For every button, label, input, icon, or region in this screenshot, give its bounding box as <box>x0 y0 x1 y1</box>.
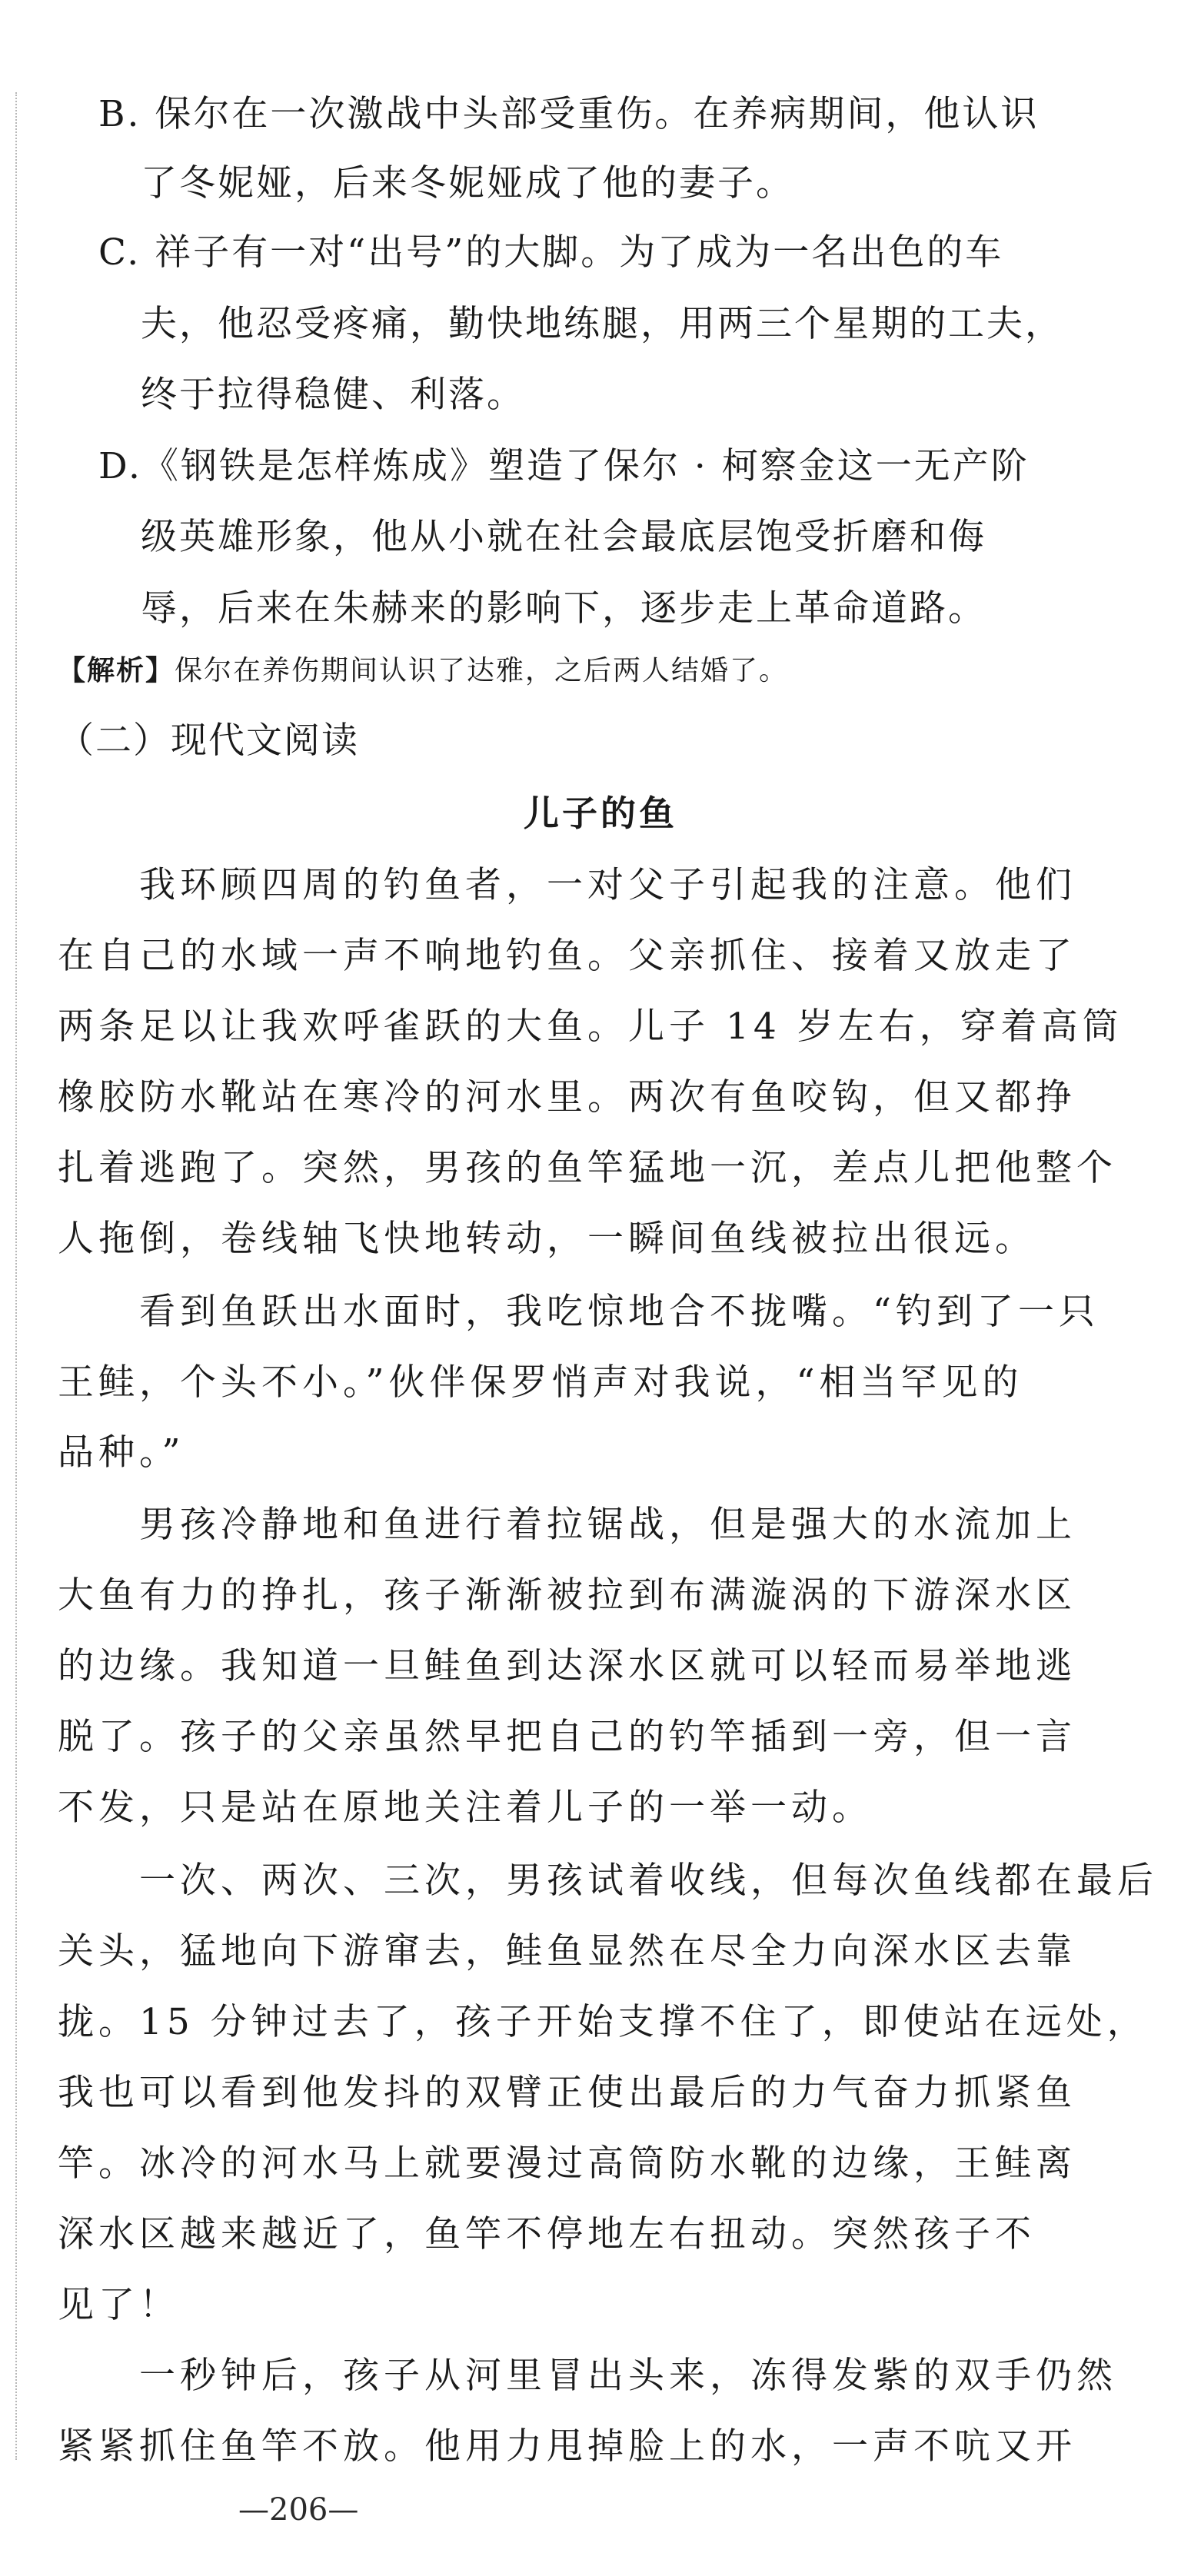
article-line: 不发，只是站在原地关注着儿子的一举一动。 <box>58 1787 873 1829</box>
article-title: 儿子的鱼 <box>524 793 677 834</box>
article-line: 竿。冰冷的河水马上就要漫过高筒防水靴的边缘，王鲑离 <box>58 2142 1076 2185</box>
article-line: 关头，猛地向下游窜去，鲑鱼显然在尽全力向深水区去靠 <box>58 1930 1076 1973</box>
option-d-line-1: D.《钢铁是怎样炼成》塑造了保尔 · 柯察金这一无产阶 <box>98 445 1030 487</box>
option-d-line-2: 级英雄形象，他从小就在社会最底层饱受折磨和侮 <box>141 516 986 558</box>
article-line: 看到鱼跃出水面时，我吃惊地合不拢嘴。“钓到了一只 <box>58 1291 1100 1333</box>
article-line: 深水区越来越近了，鱼竿不停地左右扭动。突然孩子不 <box>58 2213 1036 2255</box>
article-line: 脱了。孩子的父亲虽然早把自己的钓竿插到一旁，但一言 <box>58 1716 1076 1758</box>
article-line: 在自己的水域一声不响地钓鱼。父亲抓住、接着又放走了 <box>58 935 1076 977</box>
article-line: 紧紧抓住鱼竿不放。他用力甩掉脸上的水，一声不吭又开 <box>58 2425 1076 2468</box>
analysis-text: 保尔在养伤期间认识了达雅，之后两人结婚了。 <box>175 655 789 686</box>
option-c-line-2: 夫，他忍受疼痛，勤快地练腿，用两三个星期的工夫， <box>141 303 1063 345</box>
section-heading: （二）现代文阅读 <box>58 720 359 762</box>
article-line: 男孩冷静地和鱼进行着拉锯战，但是强大的水流加上 <box>58 1504 1076 1546</box>
analysis-tag: 【解析】 <box>58 655 175 686</box>
article-line: 橡胶防水靴站在寒冷的河水里。两次有鱼咬钩，但又都挣 <box>58 1076 1076 1118</box>
article-line: 我环顾四周的钓鱼者，一对父子引起我的注意。他们 <box>58 864 1076 906</box>
article-line: 一次、两次、三次，男孩试着收线，但每次鱼线都在最后 <box>58 1860 1158 1902</box>
binding-margin-rule <box>15 92 17 2460</box>
article-line: 的边缘。我知道一旦鲑鱼到达深水区就可以轻而易举地逃 <box>58 1645 1076 1687</box>
article-line: 大鱼有力的挣扎，孩子渐渐被拉到布满漩涡的下游深水区 <box>58 1574 1076 1617</box>
option-b-line-2: 了冬妮娅，后来冬妮娅成了他的妻子。 <box>141 162 794 204</box>
article-line: 王鲑，个头不小。”伙伴保罗悄声对我说，“相当罕见的 <box>58 1361 1023 1404</box>
article-line: 两条足以让我欢呼雀跃的大鱼。儿子 14 岁左右，穿着高筒 <box>58 1005 1123 1048</box>
analysis-note <box>58 657 788 685</box>
article-line: 扎着逃跑了。突然，男孩的鱼竿猛地一沉，差点儿把他整个 <box>58 1147 1117 1189</box>
article-line: 拢。15 分钟过去了，孩子开始支撑不住了，即使站在远处， <box>58 2001 1148 2043</box>
article-line: 我也可以看到他发抖的双臂正使出最后的力气奋力抓紧鱼 <box>58 2072 1076 2114</box>
option-c-line-3: 终于拉得稳健、利落。 <box>141 374 525 416</box>
page-number: —206— <box>238 2492 359 2528</box>
article-line: 人拖倒，卷线轴飞快地转动，一瞬间鱼线被拉出很远。 <box>58 1218 1036 1260</box>
article-line: 品种。” <box>58 1431 185 1474</box>
option-b-line-1: B. 保尔在一次激战中头部受重伤。在养病期间，他认识 <box>98 93 1040 135</box>
option-d-line-3: 辱，后来在朱赫来的影响下，逐步走上革命道路。 <box>141 587 986 630</box>
article-line: 一秒钟后，孩子从河里冒出头来，冻得发紫的双手仍然 <box>58 2355 1117 2397</box>
article-line: 见了！ <box>58 2284 180 2326</box>
option-c-line-1: C. 祥子有一对“出号”的大脚。为了成为一名出色的车 <box>98 231 1004 274</box>
